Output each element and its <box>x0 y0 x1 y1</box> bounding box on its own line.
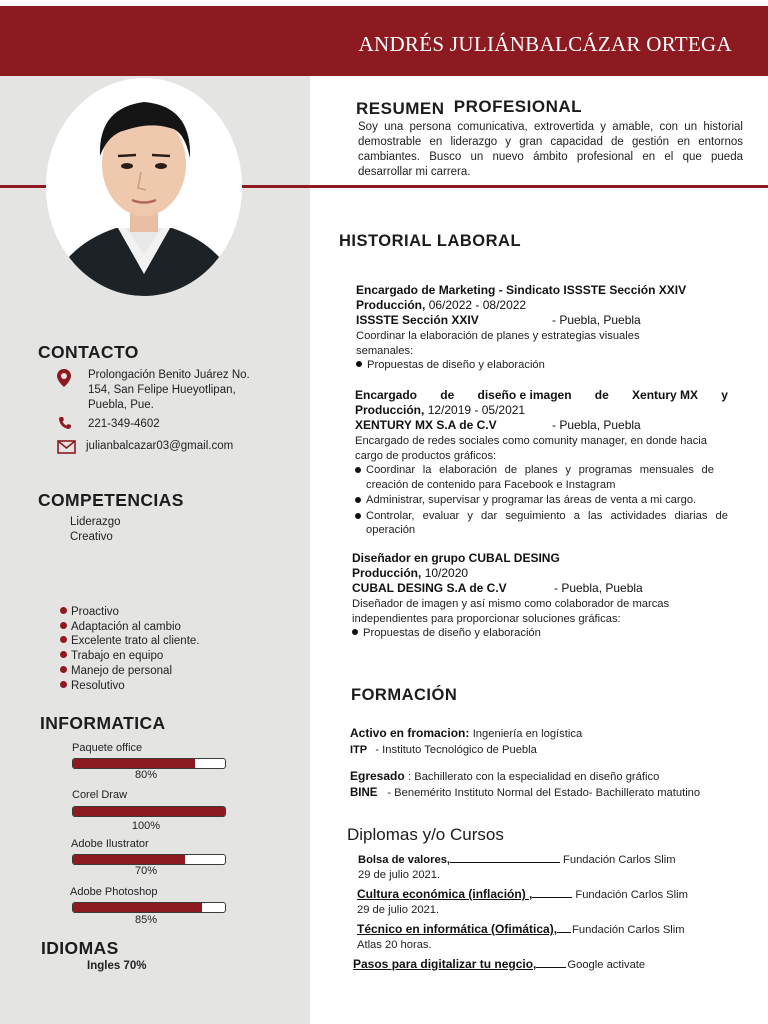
job-dates-line <box>352 566 732 581</box>
job-dates: 12/2019 - 05/2021 <box>427 403 526 417</box>
mail-icon <box>57 440 76 459</box>
job-company-line <box>356 313 736 328</box>
skill-percent: 70% <box>134 865 158 877</box>
course-name: Cultura económica (inflación) , <box>357 887 533 901</box>
job-bullet: Coordinar la elaboración de planes y programas mensuales de creación de contenido para Facebook e Instagram <box>355 463 728 492</box>
skill-item: Trabajo en equipo <box>60 649 200 664</box>
job-title: Encargado de diseño e imagen de Xentury MX y <box>355 388 728 402</box>
job-company: XENTURY MX S.A de C.V <box>355 418 497 432</box>
skill-item: Adaptación al cambio <box>60 620 200 635</box>
profile-photo-illustration <box>46 78 242 296</box>
job-entry <box>356 283 736 373</box>
course-provider: Google activate <box>567 959 646 971</box>
job-company: CUBAL DESING S.A de C.V <box>352 581 507 595</box>
bullet-icon <box>352 629 358 635</box>
skill-percent: 80% <box>134 769 158 781</box>
course-entry <box>353 957 645 973</box>
job-company-line <box>352 581 732 596</box>
skill-progress-fill <box>73 807 225 816</box>
education-institution: - Benemérito Instituto Normal del Estado- Bachillerato matutino <box>387 786 701 799</box>
education-institution: - Instituto Tecnológico de Puebla <box>375 743 537 756</box>
summary-heading-word: PROFESIONAL <box>453 97 583 116</box>
job-dates-line <box>355 403 728 418</box>
job-location: - Puebla, Puebla <box>552 313 641 327</box>
skill-progress-fill <box>73 903 202 912</box>
course-note: Atlas 20 horas. <box>357 938 432 951</box>
job-description: Encargado de redes sociales como comunity manager, en donde hacia cargo de productos gráficos: <box>355 435 708 462</box>
course-note: 29 de julio 2021. <box>358 869 441 881</box>
primary-skill: Creativo <box>70 531 113 543</box>
job-company-line <box>355 418 728 433</box>
job-bullet: Propuestas de diseño y elaboración <box>352 626 732 641</box>
course-underline <box>536 959 566 968</box>
course-entry <box>357 922 685 952</box>
job-prod-label: Producción, <box>355 403 425 417</box>
job-title: Diseñador en grupo CUBAL DESING <box>352 551 560 565</box>
job-description: Coordinar la elaboración de planes y estrategias visuales semanales: <box>356 330 640 357</box>
job-prod-label: Producción, <box>356 298 426 312</box>
education-entry <box>350 726 740 758</box>
bullet-dot-icon <box>60 636 67 643</box>
address-line-2: 154, San Felipe Hueyotlipan, <box>88 384 236 396</box>
skill-progress-bar <box>72 758 226 769</box>
skill-progress-bar <box>72 806 226 817</box>
full-name: ANDRÉS JULIÁNBALCÁZAR ORTEGA <box>358 32 732 56</box>
skill-progress-bar <box>72 854 226 865</box>
job-location: - Puebla, Puebla <box>552 418 641 432</box>
skill-progress-fill <box>73 759 195 768</box>
course-entry <box>357 887 688 917</box>
job-dates-line <box>356 298 736 313</box>
education-status: Activo en fromacion: <box>350 726 470 740</box>
software-skill-name: Adobe Ilustrator <box>71 838 149 850</box>
job-dates: 10/2020 <box>424 566 469 580</box>
course-provider: Fundación Carlos Slim <box>572 924 685 936</box>
job-location: - Puebla, Puebla <box>554 581 643 595</box>
bullet-dot-icon <box>60 607 67 614</box>
course-name: Bolsa de valores, <box>358 854 451 866</box>
diplomas-heading: Diplomas y/o Cursos <box>347 825 504 844</box>
job-title: Encargado de Marketing - Sindicato ISSSTE Sección XXIV <box>356 283 687 297</box>
software-skill-name: Paquete office <box>72 742 143 754</box>
address-line-1: Prolongación Benito Juárez No. <box>88 369 250 381</box>
job-company: ISSSTE Sección XXIV <box>356 313 479 327</box>
informatica-heading: INFORMATICA <box>40 713 166 733</box>
job-entry <box>355 388 728 538</box>
contact-phone: 221-349-4602 <box>88 418 160 430</box>
course-provider: Fundación Carlos Slim <box>575 889 688 901</box>
software-skill-name: Corel Draw <box>72 789 128 801</box>
education-heading: FORMACIÓN <box>351 686 458 704</box>
course-name: Pasos para digitalizar tu negcio, <box>353 957 537 971</box>
contact-address <box>88 368 250 413</box>
course-underline <box>450 854 560 863</box>
skill-item: Manejo de personal <box>60 664 200 679</box>
summary-text: Soy una persona comunicativa, extrovertida y amable, con un historial demostrable en liderazgo y gran capacidad de gestión en entornos cambiantes. Busco un nuevo ámbito profesional en el que pueda desarrollar mi carrera. <box>358 121 743 178</box>
location-pin-icon <box>57 369 71 392</box>
education-degree: Ingeniería en logística <box>472 728 583 740</box>
skill-percent: 85% <box>134 914 158 926</box>
course-underline <box>532 889 572 898</box>
skill-progress-bar <box>72 902 226 913</box>
skill-progress-fill <box>73 855 185 864</box>
bullet-dot-icon <box>60 666 67 673</box>
summary-heading-word: RESUMEN <box>356 99 445 118</box>
languages-heading: IDIOMAS <box>41 938 119 958</box>
skill-percent: 100% <box>131 820 161 832</box>
skill-item: Proactivo <box>60 605 200 620</box>
job-entry <box>352 551 732 641</box>
work-history-heading: HISTORIAL LABORAL <box>339 232 522 250</box>
education-abbr: ITP <box>350 743 368 756</box>
job-bullet: Administrar, supervisar y programar las áreas de venta a mi cargo. <box>355 493 728 508</box>
bullet-dot-icon <box>60 651 67 658</box>
bullet-dot-icon <box>60 622 67 629</box>
language-item: Ingles 70% <box>87 960 147 972</box>
skills-heading: COMPETENCIAS <box>38 490 184 510</box>
contact-heading: CONTACTO <box>38 342 139 362</box>
job-dates: 06/2022 - 08/2022 <box>428 298 527 312</box>
course-name: Técnico en informática (Ofimática), <box>357 922 558 936</box>
contact-email: julianbalcazar03@gmail.com <box>86 440 234 452</box>
skill-item: Excelente trato al cliente. <box>60 634 200 649</box>
skills-list <box>60 605 200 693</box>
bullet-icon <box>356 361 362 367</box>
course-underline <box>557 924 571 933</box>
job-description: Diseñador de imagen y así mismo como colaborador de marcas independientes para proporcionar soluciones gráficas: <box>352 598 670 625</box>
course-note: 29 de julio 2021. <box>357 903 440 916</box>
education-entry <box>350 769 750 801</box>
course-provider: Fundación Carlos Slim <box>563 854 676 866</box>
bullet-dot-icon <box>60 681 67 688</box>
education-status: Egresado <box>350 769 405 783</box>
skill-item: Resolutivo <box>60 679 200 694</box>
job-bullet: Controlar, evaluar y dar seguimiento a las actividades diarias de operación <box>355 509 728 538</box>
profile-photo <box>46 78 242 296</box>
course-entry <box>358 852 676 883</box>
primary-skills <box>70 515 121 545</box>
bullet-icon <box>355 513 361 519</box>
phone-icon <box>58 416 72 435</box>
summary-heading <box>356 99 582 119</box>
bullet-icon <box>355 467 361 473</box>
bullet-icon <box>355 497 361 503</box>
job-bullet: Propuestas de diseño y elaboración <box>356 358 736 373</box>
education-abbr: BINE <box>350 786 378 799</box>
software-skill-name: Adobe Photoshop <box>70 886 158 898</box>
education-degree: : Bachillerato con la especialidad en diseño gráfico <box>408 771 660 783</box>
address-line-3: Puebla, Pue. <box>88 399 154 411</box>
primary-skill: Liderazgo <box>70 516 121 528</box>
job-prod-label: Producción, <box>352 566 422 580</box>
